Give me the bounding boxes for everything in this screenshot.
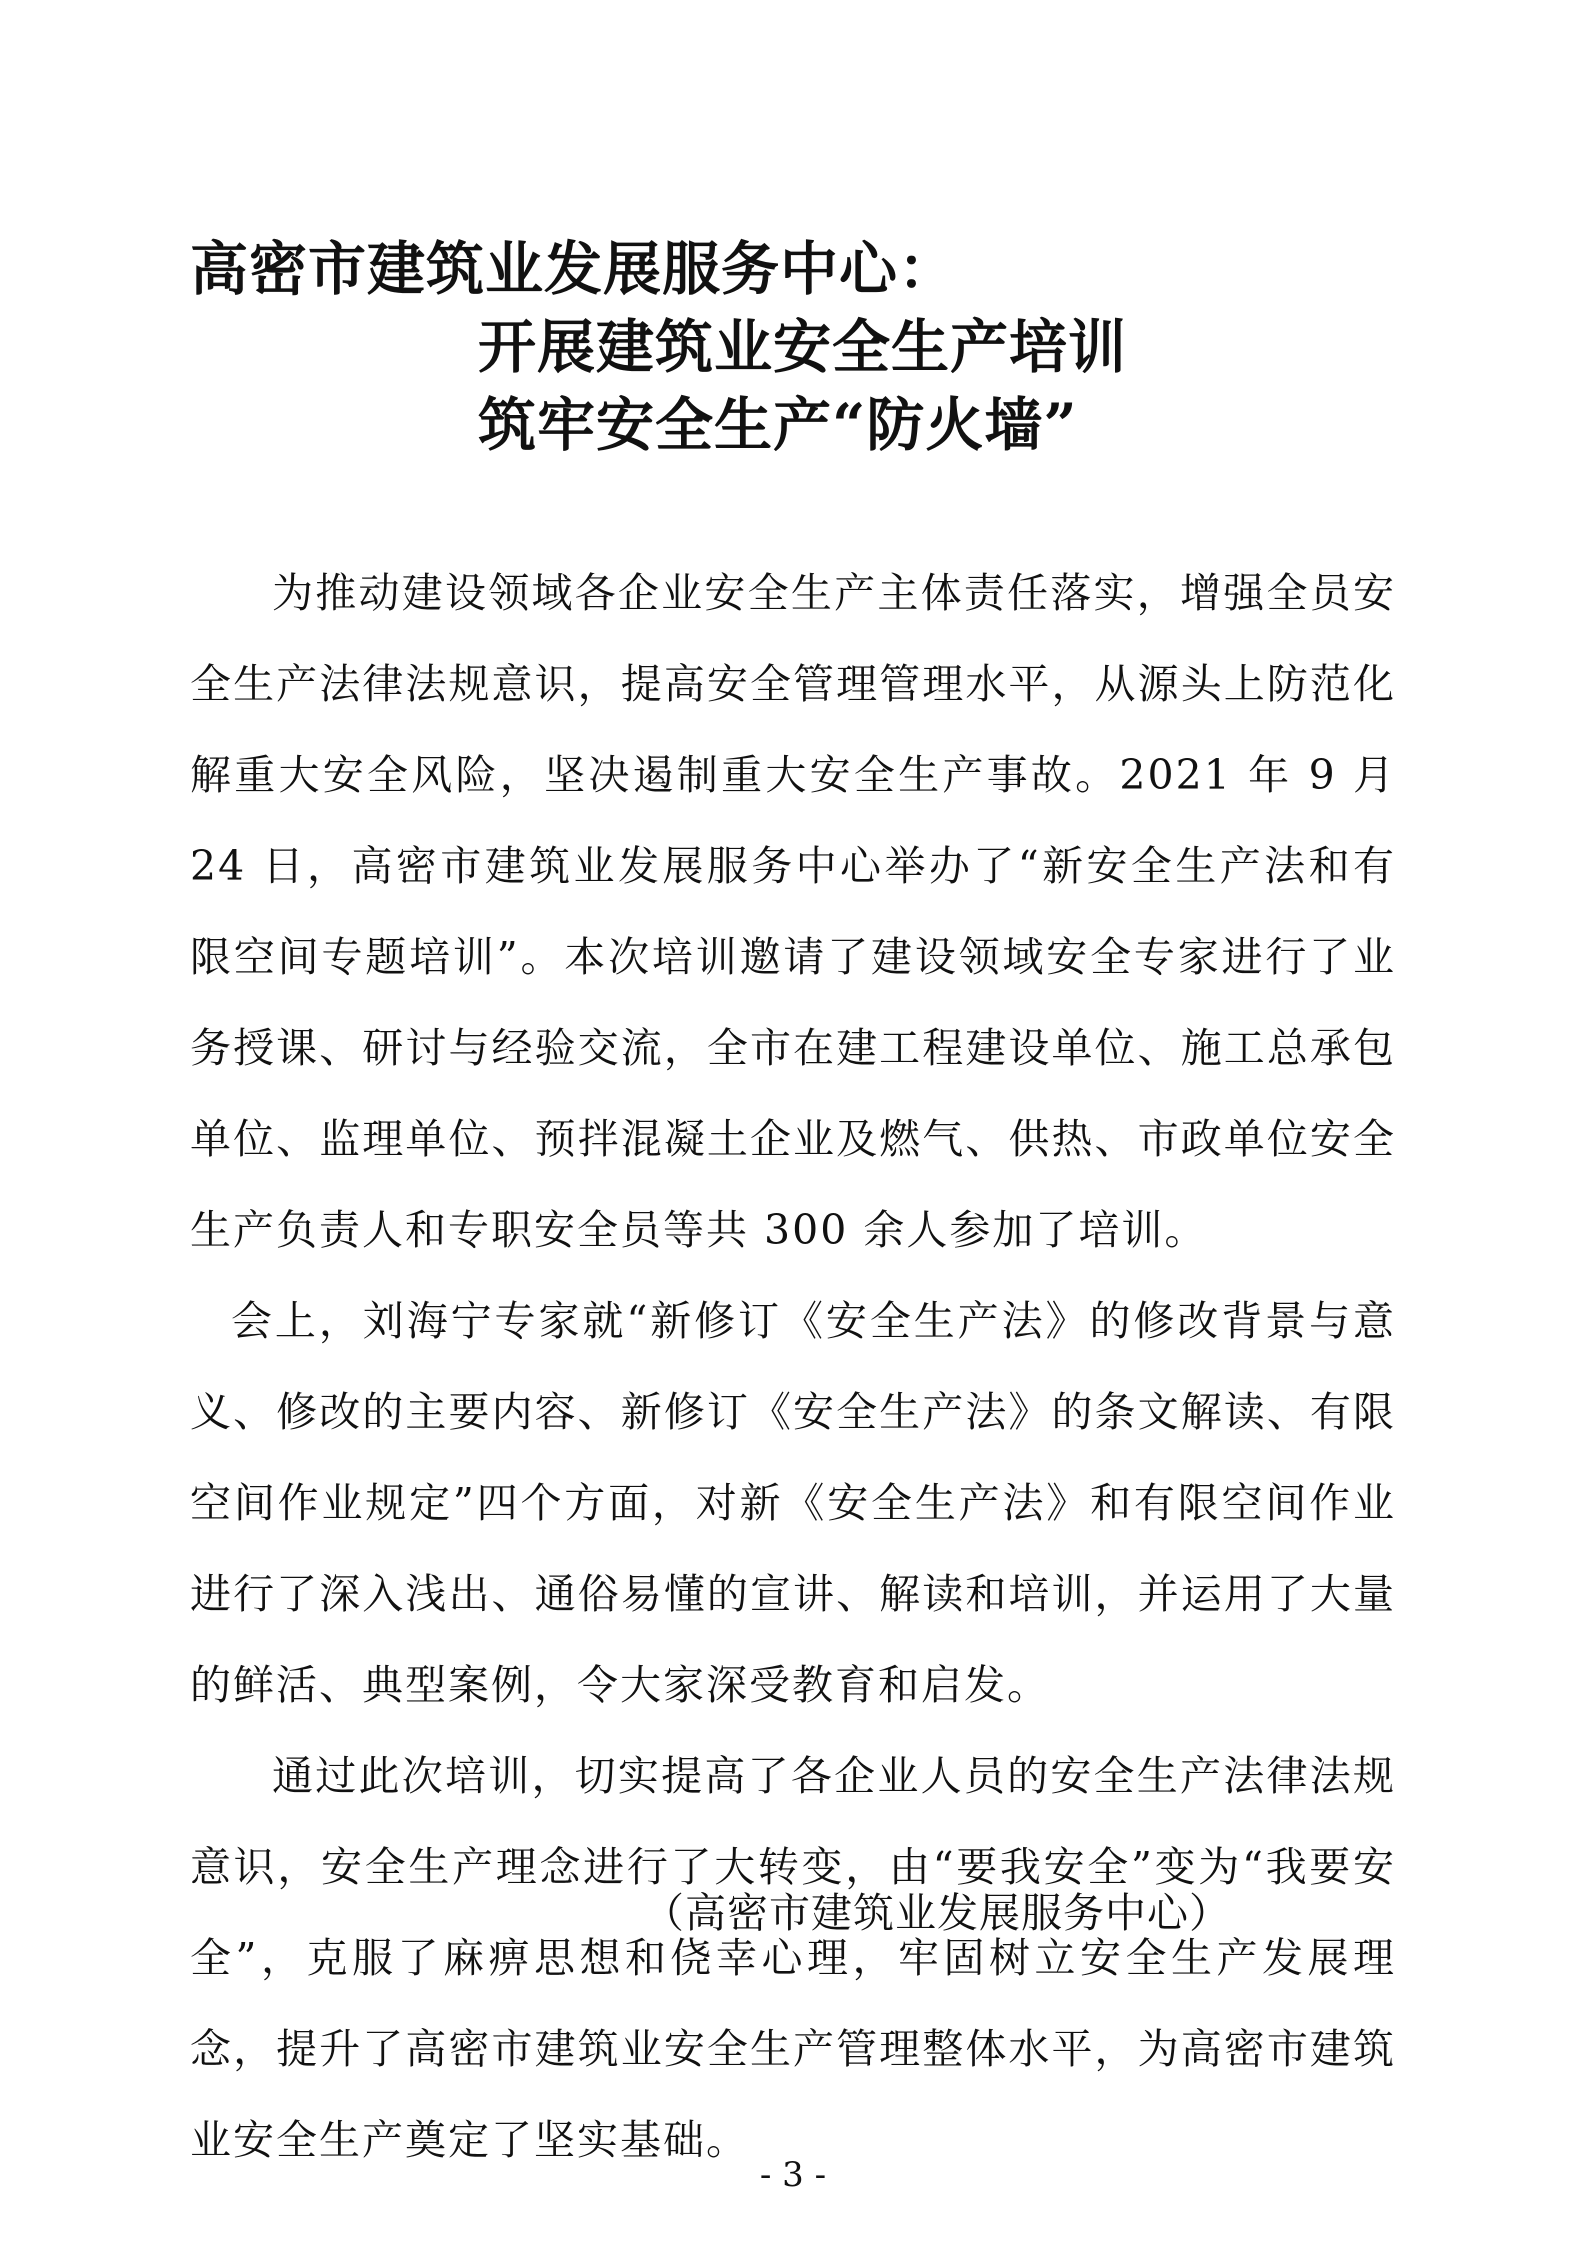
paragraph-1: 为推动建设领域各企业安全生产主体责任落实，增强全员安全生产法律法规意识，提高安全管理管理水平，从源头上防范化解重大安全风险，坚决遏制重大安全生产事故。2021 年 9 月 24 日，高密市建筑业发展服务中心举办了“新安全生产法和有限空间专题培训”。本次培训邀请了建设领域安全专家进行了业务授课、研讨与经验交流，全市在建工程建设单位、施工总承包单位、监理单位、预拌混凝土企业及燃气、供热、市政单位安全生产负责人和专职安全员等共 300 余人参加了培训。 xyxy=(190,569,1396,1254)
title-line-2: 开展建筑业安全生产培训 xyxy=(478,313,1128,381)
page-number: - 3 - xyxy=(759,2155,827,2195)
paragraph-3: 通过此次培训，切实提高了各企业人员的安全生产法律法规意识，安全生产理念进行了大转变，由“要我安全”变为“我要安全”，克服了麻痹思想和侥幸心理，牢固树立安全生产发展理念，提升了高密市建筑业安全生产管理整体水平，为高密市建筑业安全生产奠定了坚实基础。 xyxy=(190,1752,1396,2164)
title-line-1: 高密市建筑业发展服务中心： xyxy=(190,235,958,303)
title-line-3: 筑牢安全生产“防火墙” xyxy=(478,391,1078,459)
article-body xyxy=(190,548,1396,2186)
source-signature: （高密市建筑业发展服务中心） xyxy=(643,1889,1231,1937)
paragraph-2: 会上，刘海宁专家就“新修订《安全生产法》的修改背景与意义、修改的主要内容、新修订《安全生产法》的条文解读、有限空间作业规定”四个方面，对新《安全生产法》和有限空间作业进行了深入浅出、通俗易懂的宣讲、解读和培训，并运用了大量的鲜活、典型案例，令大家深受教育和启发。 xyxy=(190,1297,1396,1709)
